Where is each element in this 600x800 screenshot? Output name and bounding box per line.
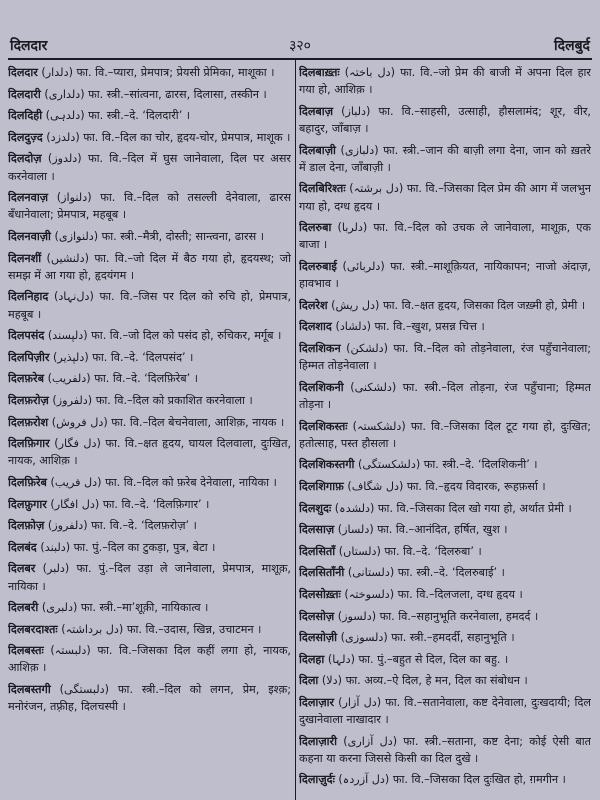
entry-definition: फा. वि.–दे. ‘दिलरुबा’ । <box>384 544 482 558</box>
entry-headword: दिलदोज़ <box>8 152 42 166</box>
entry-headword: दिलसोज़ी <box>299 631 338 645</box>
entry-urdu-spelling: (دلدار) <box>41 66 73 79</box>
entry-headword: दिलशिकस्तगी <box>299 458 355 472</box>
entry-headword: दिलबाज़ <box>299 104 334 118</box>
entry-definition: फा. वि.–हृदय विदारक, रूहफ़र्सा । <box>406 479 546 493</box>
dictionary-entry <box>8 599 291 616</box>
dictionary-entry <box>8 474 291 491</box>
entry-definition: फा. वि.–दिल को तोड़नेवाला, रंज पहुँचानेवाला; हिम्मत तोड़नेवाला । <box>299 341 591 373</box>
dictionary-entry <box>299 103 591 137</box>
entry-headword: दिलदुज़्द <box>8 130 43 144</box>
entry-headword: दिला <box>299 674 319 688</box>
entry-urdu-spelling: (دل آزردہ) <box>338 773 390 787</box>
entry-headword: दिलबिरिश्तः <box>299 182 346 196</box>
entry-urdu-spelling: (دلدہی) <box>45 109 85 123</box>
entry-headword: दिलबाज़ी <box>299 143 336 157</box>
dictionary-entry <box>8 435 291 469</box>
entry-urdu-spelling: (دلسوزی) <box>340 631 388 645</box>
entry-headword: दिलबरी <box>8 601 39 615</box>
entry-headword: दिलरुबाई <box>299 259 337 273</box>
entry-urdu-spelling: (دلہا) <box>327 652 355 666</box>
dictionary-entry <box>8 64 291 81</box>
entry-headword: दिलपसंद <box>8 329 45 343</box>
entry-definition: फा. वि.–आनंदित, हर्षित, खुश । <box>377 523 508 537</box>
dictionary-entry <box>299 672 591 689</box>
entry-definition: फा. पुं.–बहुत से दिल, दिल का बहु. । <box>358 652 509 666</box>
left-column <box>8 64 291 800</box>
dictionary-entry <box>8 370 291 387</box>
entry-definition: फा. वि.–जिसका दिल खो गया हो, अर्थात प्रेमी । <box>377 501 572 515</box>
entry-definition: फा. पुं.–दिल का टुकड़ा, पुत्र, बेटा । <box>73 540 216 554</box>
entry-definition: फा. स्त्री.–दे. ‘दिलरुबाई’ । <box>397 566 505 580</box>
dictionary-entry <box>8 392 291 409</box>
dictionary-entry <box>299 651 591 668</box>
entry-headword: दिलसिताँ <box>299 544 336 558</box>
entry-headword: दिलाज़ारी <box>299 734 337 748</box>
header-left-guide-word: दिलदार <box>10 38 48 54</box>
entry-urdu-spelling: (دل شگاف) <box>347 479 404 493</box>
entry-urdu-spelling: (دلنوازی) <box>54 229 99 243</box>
entry-headword: दिलपिज़ीर <box>8 350 50 364</box>
entry-headword: दिलरेश <box>299 298 328 312</box>
entry-definition: फा. वि.–दिल का चोर, हृदय-चोर, प्रेमपात्र, माशूक । <box>83 130 291 144</box>
dictionary-entry <box>8 228 291 245</box>
entry-urdu-spelling: (دلستاں) <box>338 544 381 558</box>
dictionary-entry <box>8 189 291 223</box>
right-column <box>299 64 591 800</box>
entry-definition: फा. वि.–जिसका दिल प्रेम की आग में जलभुन गया हो, दग्ध हृदय । <box>299 182 591 213</box>
dictionary-entry <box>299 543 591 560</box>
entry-urdu-spelling: (دلبری) <box>41 601 78 615</box>
entry-urdu-spelling: (دلساز) <box>337 523 374 537</box>
entry-headword: दिलनशीं <box>8 251 42 265</box>
entry-headword: दिलबाख़्तः <box>299 66 340 79</box>
entry-urdu-spelling: (دلشکنی) <box>350 380 397 394</box>
dictionary-entry <box>299 418 591 452</box>
entry-urdu-spelling: (دل ریش) <box>331 298 380 312</box>
dictionary-entry <box>299 564 591 581</box>
entry-urdu-spelling: (دلربائی) <box>342 259 385 273</box>
entry-urdu-spelling: (دلفروز) <box>52 393 93 407</box>
entry-definition: फा. वि.–दिलजला, दग्ध हृदय । <box>397 587 523 601</box>
entry-definition: फा. पुं.–दिल उड़ा ले जानेवाला, प्रेमपात्र, माशूक़, नायिका । <box>8 562 291 593</box>
entry-urdu-spelling: (دلبند) <box>40 540 71 554</box>
dictionary-entry <box>8 496 291 513</box>
entry-definition: फा. वि.–जिसका दिल टूट गया हो, दुःखित; हतोत्साह, पस्त हौसला । <box>299 419 591 450</box>
entry-headword: दिलाज़ुर्दः <box>299 773 335 787</box>
dictionary-entry <box>299 456 591 473</box>
entry-definition: फा. स्त्री.–मा’शूक़ी, नायिकात्व । <box>80 601 209 615</box>
dictionary-entry <box>299 180 591 214</box>
entry-definition: फा. स्त्री.–दिल को लगन, प्रेम, इश्क़; मनोरंजन, तफ़्रीह, दिलचस्पी । <box>8 683 291 714</box>
entry-headword: दिलरुबा <box>299 221 332 235</box>
dictionary-entry <box>8 86 291 103</box>
dictionary-entry <box>299 629 591 646</box>
entry-headword: दिलबस्तगी <box>8 683 51 697</box>
entry-urdu-spelling: (دلبازی) <box>340 143 379 157</box>
entry-definition: फा. स्त्री.–सताना, कष्ट देना; कोई ऐसी बात कहना या करना जिससे किसी का दिल दुखे । <box>299 734 591 765</box>
entry-urdu-spelling: (دل افگار) <box>50 497 100 511</box>
entry-urdu-spelling: (دلدزد) <box>46 130 80 144</box>
dictionary-entry <box>8 414 291 431</box>
header-rule <box>8 58 592 60</box>
entry-headword: दिलबंद <box>8 540 37 554</box>
entry-headword: दिलनिहाद <box>8 290 49 304</box>
entry-definition: फा. वि.–जिसका दिल दुःखित हो, ग़मगीन । <box>392 773 566 787</box>
entry-headword: दिलसिताँनी <box>299 566 345 580</box>
dictionary-entry <box>299 258 591 292</box>
entry-definition: फा. अव्य.–ऐ दिल, हे मन, दिल का संबोधन । <box>345 674 528 688</box>
dictionary-entry <box>8 539 291 556</box>
entry-definition: फा. वि.–जो दिल में बैठ गया हो, हृदयस्थ; जो समझ में आ गया हो, हृदयंगम । <box>8 251 291 282</box>
entry-headword: दिलबरदाश्तः <box>8 622 58 636</box>
entry-headword: दिलशिकन <box>299 341 341 355</box>
entry-urdu-spelling: (دلسوختہ) <box>344 587 395 601</box>
entry-definition: फा. स्त्री.–जान की बाज़ी लगा देना, जान को ख़तरे में डाल देना, जाँबाज़ी । <box>299 143 591 174</box>
dictionary-entry <box>299 694 591 728</box>
entry-urdu-spelling: (دلبستگی) <box>59 683 110 697</box>
dictionary-entry <box>8 621 291 638</box>
entry-urdu-spelling: (دلشاد) <box>335 320 371 334</box>
entry-definition: फा. वि.–दिल में घुस जानेवाला, दिल पर असर करनेवाला । <box>8 152 291 183</box>
dictionary-entry <box>8 129 291 146</box>
entry-definition: फा. वि.–जो प्रेम की बाजी में अपना दिल हार गया हो, आशिक़ । <box>299 66 591 97</box>
dictionary-entry <box>299 586 591 603</box>
entry-headword: दिलफ़ोज़ <box>8 519 45 533</box>
page-header <box>0 0 600 58</box>
entry-headword: दिलनवाज़ी <box>8 229 51 243</box>
entry-headword: दिलफ़रोश <box>8 415 49 429</box>
entry-headword: दिलफ़िगार <box>8 437 50 451</box>
dictionary-entry <box>8 107 291 124</box>
dictionary-entry <box>299 379 591 413</box>
dictionary-entry <box>299 142 591 176</box>
entry-urdu-spelling: (دل فریب) <box>50 475 102 489</box>
entry-urdu-spelling: (دلسوز) <box>337 609 377 623</box>
entry-headword: दिलाज़ार <box>299 695 335 709</box>
dictionary-entry <box>299 64 591 98</box>
entry-urdu-spelling: (دلشکن) <box>346 341 388 355</box>
entry-urdu-spelling: (دل برشتہ) <box>349 182 404 196</box>
entry-definition: फा. वि.–दिल को उचक ले जानेवाला, माशूक़, एक बाजा । <box>299 221 591 252</box>
entry-definition: फा. स्त्री.–मैत्री, दोस्ती; सान्त्वना, ढारस । <box>101 229 264 243</box>
entry-headword: दिलबर <box>8 562 36 576</box>
dictionary-entry <box>8 327 291 344</box>
entry-urdu-spelling: (دل‌نہاد) <box>53 290 94 304</box>
dictionary-entry <box>8 250 291 284</box>
dictionary-entry <box>8 517 291 534</box>
entry-definition: फा. स्त्री.–माशूक़ियत, नायिकापन; नाजो अंदाज़, हावभाव । <box>299 259 591 291</box>
entry-urdu-spelling: (دلبر) <box>42 562 70 576</box>
entry-urdu-spelling: (دلداری) <box>44 87 85 101</box>
entry-headword: दिलसाज़ <box>299 523 335 537</box>
dictionary-entry <box>299 733 591 767</box>
entry-definition: फा. वि.–दे. ‘दिलफ़िरेब’ । <box>94 372 198 386</box>
entry-headword: दिलशुदः <box>299 501 332 515</box>
entry-urdu-spelling: (دلا) <box>321 674 343 688</box>
entry-headword: दिलदारी <box>8 87 41 101</box>
entry-headword: दिलसोख़्तः <box>299 587 341 601</box>
entry-urdu-spelling: (دلپذیر) <box>53 350 89 364</box>
entry-urdu-spelling: (دلشکستگی) <box>358 458 421 472</box>
dictionary-entry <box>299 500 591 517</box>
dictionary-entry <box>299 340 591 374</box>
dictionary-entry <box>299 771 591 788</box>
entry-definition: फा. स्त्री.–दे. ‘दिलशिकनी’ । <box>423 458 538 472</box>
entry-definition: फा. वि.–दे. ‘दिलपसंद’ । <box>92 350 194 364</box>
entry-headword: दिलफ़रेब <box>8 372 45 386</box>
header-right-guide-word: दिलबुर्द <box>554 38 590 54</box>
entry-definition: फा. स्त्री.–दे. ‘दिलदारी’ । <box>88 109 191 123</box>
dictionary-entry <box>299 521 591 538</box>
page-number: ३२० <box>289 38 311 54</box>
entry-urdu-spelling: (دلپسند) <box>47 329 88 343</box>
dictionary-entry <box>8 150 291 184</box>
entry-headword: दिलहा <box>299 652 325 666</box>
entry-headword: दिलदिही <box>8 109 43 123</box>
dictionary-entry <box>299 297 591 314</box>
entry-definition: फा. स्त्री.–सांत्वना, ढारस, दिलासा, तस्कीन । <box>88 87 267 101</box>
entry-urdu-spelling: (دلفریب) <box>47 372 91 386</box>
entry-headword: दिलशिकनी <box>299 380 344 394</box>
entry-definition: फा. वि.–दिल बेचनेवाला, आशिक़, नायक । <box>111 415 285 429</box>
entry-urdu-spelling: (دل باختہ) <box>344 66 396 79</box>
dictionary-entry <box>8 642 291 676</box>
dictionary-entry <box>8 560 291 594</box>
entry-urdu-spelling: (دل فگار) <box>54 437 101 451</box>
entry-definition: फा. वि.–जिसका दिल कहीं लगा हो, नायक, आशिक़ । <box>8 644 291 675</box>
entry-definition: फा. वि.–जिस पर दिल को रुचि हो, प्रेमपात्र, महबूब । <box>8 290 291 321</box>
entry-urdu-spelling: (دلشکستہ) <box>352 419 406 433</box>
entry-definition: फा. वि.–क्षत हृदय, घायल दिलवाला, दुःखित, नायक, आशिक़ । <box>8 437 291 468</box>
entry-definition: फा. वि.–जो दिल को पसंद हो, रुचिकर, मर्गूब । <box>91 329 282 343</box>
entry-headword: दिलनवाज़ <box>8 191 49 205</box>
entry-definition: फा. वि.–क्षत हृदय, जिसका दिल जख़्मी हो, प्रेमी । <box>382 298 586 312</box>
entry-urdu-spelling: (دل برداشتہ) <box>61 622 124 636</box>
entry-urdu-spelling: (دلشدہ) <box>334 501 375 515</box>
entry-headword: दिलशिगाफ़ <box>299 479 344 493</box>
entry-urdu-spelling: (دل آزار) <box>338 695 382 709</box>
dictionary-entry <box>299 318 591 335</box>
entry-definition: फा. वि.–दे. ‘दिलफ़िगार’ । <box>102 497 210 511</box>
column-divider <box>295 60 296 800</box>
entry-definition: फा. वि.–दिल को फ़रेब देनेवाला, नायिका । <box>105 475 277 489</box>
entry-urdu-spelling: (دلنواز) <box>56 191 92 205</box>
entry-definition: फा. वि.–प्यारा, प्रेमपात्र; प्रेयसी प्रेमिका, माशूका । <box>76 66 275 79</box>
entry-urdu-spelling: (دلباز) <box>341 104 371 118</box>
entry-urdu-spelling: (دل فروش) <box>51 415 108 429</box>
entry-definition: फा. स्त्री.–हमदर्दी, सहानुभूति । <box>391 631 515 645</box>
dictionary-entry <box>299 608 591 625</box>
dictionary-entry <box>299 219 591 253</box>
entry-headword: दिलफ़ुगार <box>8 497 47 511</box>
entry-urdu-spelling: (دلستانی) <box>347 566 395 580</box>
entry-urdu-spelling: (دلربا) <box>337 221 368 235</box>
entry-definition: फा. वि.–दे. ‘दिलफ़रोज़’ । <box>91 519 197 533</box>
entry-headword: दिलसोज़ <box>299 609 335 623</box>
entry-definition: फा. वि.–सतानेवाला, कष्ट देनेवाला, दुःखदायी; दिल दुखानेवाला नाखादार । <box>299 695 591 727</box>
entry-urdu-spelling: (دل آزاری) <box>343 734 398 748</box>
dictionary-entry <box>8 349 291 366</box>
entry-headword: दिलबस्तः <box>8 644 44 658</box>
entry-definition: फा. वि.–सहानुभूति करनेवाला, हमदर्द । <box>379 609 539 623</box>
entry-urdu-spelling: (دلدوز) <box>47 152 82 166</box>
entry-urdu-spelling: (دلنشیں) <box>46 251 89 265</box>
entry-definition: फा. वि.–दिल को तसल्ली देनेवाला, ढारस बँधानेवाला; प्रेमपात्र, महबूब । <box>8 191 291 222</box>
entry-headword: दिलशाद <box>299 320 332 334</box>
entry-headword: दिलफ़िरेब <box>8 475 47 489</box>
entry-definition: फा. वि.–साहसी, उत्साही, हौसलामंद; शूर, वीर, बहादुर, जाँबाज़ । <box>299 104 591 135</box>
dictionary-entry <box>8 288 291 322</box>
entry-headword: दिलफ़रोज़ <box>8 393 49 407</box>
dictionary-entry <box>8 681 291 715</box>
entry-headword: दिलदार <box>8 66 38 79</box>
entry-headword: दिलशिकस्तः <box>299 419 348 433</box>
entry-definition: फा. वि.–उदास, खिन्न, उचाटमन । <box>126 622 262 636</box>
entry-definition: फा. वि.–खुश, प्रसन्न चित्त । <box>374 320 485 334</box>
dictionary-entry <box>299 478 591 495</box>
entry-definition: फा. स्त्री.–दिल तोड़ना, रंज पहुँचाना; हिम्मत तोड़ना । <box>299 380 591 411</box>
entry-urdu-spelling: (دلبستہ) <box>50 644 91 658</box>
entry-definition: फा. वि.–दिल को प्रकाशित करनेवाला । <box>95 393 253 407</box>
entry-urdu-spelling: (دلفروز) <box>47 519 88 533</box>
